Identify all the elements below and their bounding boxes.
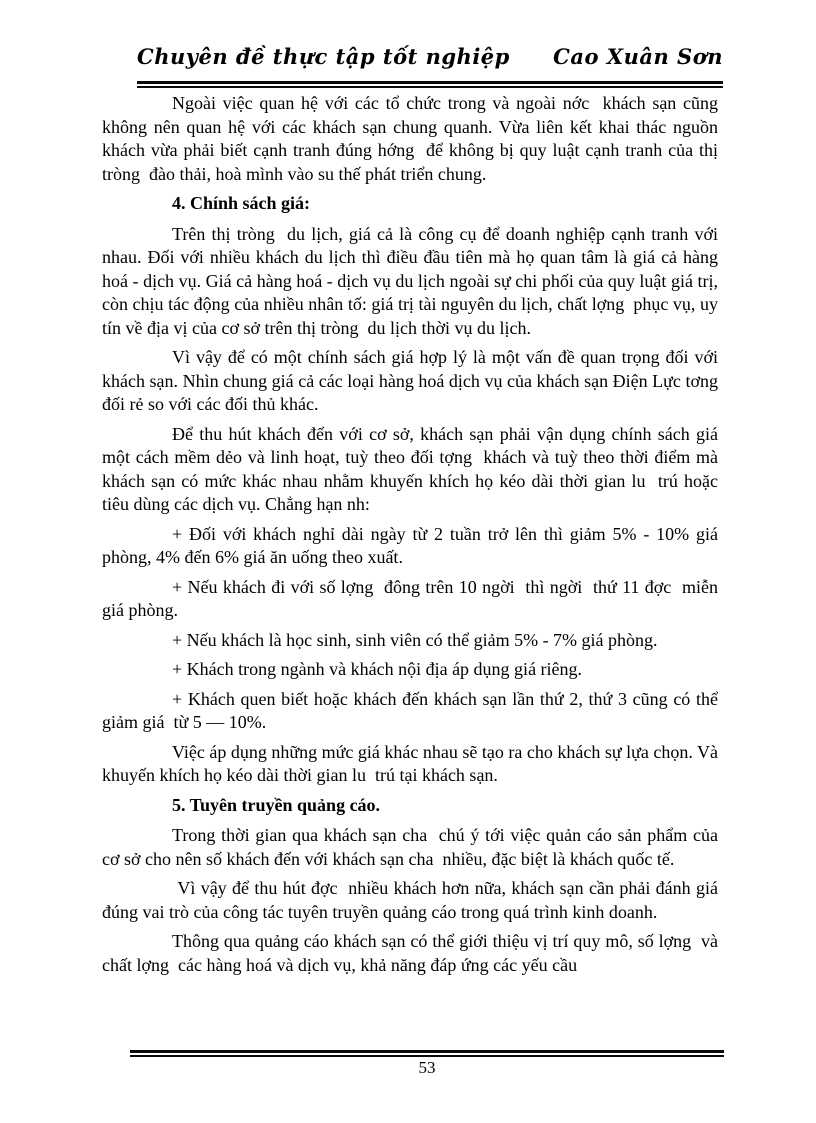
section-heading: 4. Chính sách giá: <box>172 193 311 213</box>
header-author-name: Cao Xuân Sơn <box>553 44 723 69</box>
paragraph: Trên thị tròng du lịch, giá cả là công cụ để doanh nghiệp cạnh tranh với nhau. Đối với nhiều khách du lịch thì điều đầu tiên mà họ quan tâm là giá cả hàng hoá - dịch vụ. Giá cả hàng hoá - dịch vụ du lịch ngoài sự chi phối của quy luật giá trị, còn chịu tác động của nhiều nhân tố: giá trị tài nguyên du lịch, chất lợng phục vụ, uy tín về địa vị của cơ sở trên thị tròng du lịch thời vụ du lịch. <box>102 223 723 338</box>
paragraph: + Đối với khách nghỉ dài ngày từ 2 tuần trở lên thì giảm 5% - 10% giá phòng, 4% đến 6% giá ăn uống theo xuất. <box>102 523 723 567</box>
document-body <box>102 92 727 983</box>
paragraph: Việc áp dụng những mức giá khác nhau sẽ tạo ra cho khách sự lựa chọn. Và khuyến khích họ kéo dài thời gian lu trú tại khách sạn. <box>102 741 723 785</box>
paragraph: Thông qua quảng cáo khách sạn có thể giới thiệu vị trí quy mô, số lợng và chất lợng các hàng hoá và dịch vụ, khả năng đáp ứng các yếu cầu <box>102 931 723 975</box>
paragraph: + Nếu khách đi với số lợng đông trên 10 ngời thì ngời thứ 11 đợc miễn giá phòng. <box>102 576 723 620</box>
header-double-rule <box>137 81 723 88</box>
paragraph: Trong thời gian qua khách sạn cha chú ý tới việc quản cáo sản phẩm của cơ sở cho nên số khách đến với khách sạn cha nhiều, đặc biệt là khách quốc tế. <box>102 825 723 869</box>
section-heading: 5. Tuyên truyền quảng cáo. <box>172 794 381 815</box>
paragraph: + Khách quen biết hoặc khách đến khách sạn lần thứ 2, thứ 3 cũng có thể giảm giá từ 5 — 10%. <box>102 688 723 732</box>
header-running-title: Chuyên đề thực tập tốt nghiệp <box>137 44 510 69</box>
paragraph: + Nếu khách là học sinh, sinh viên có thể giảm 5% - 7% giá phòng. <box>172 629 658 650</box>
page-number: 53 <box>418 1058 436 1077</box>
paragraph: Vì vậy để thu hút đợc nhiều khách hơn nữa, khách sạn cần phải đánh giá đúng vai trò của công tác tuyên truyền quảng cáo trong quá trình kinh doanh. <box>102 878 723 922</box>
paragraph: Vì vậy để có một chính sách giá hợp lý là một vấn đề quan trọng đối với khách sạn. Nhìn chung giá cả các loại hàng hoá dịch vụ của khách sạn Điện Lực tơng đối rẻ so với các đối thủ khác. <box>102 347 727 414</box>
page-footer <box>130 1058 724 1078</box>
footer-double-rule <box>130 1050 724 1057</box>
page-header <box>137 44 723 69</box>
paragraph: + Khách trong ngành và khách nội địa áp dụng giá riêng. <box>172 659 583 679</box>
paragraph: Ngoài việc quan hệ với các tổ chức trong và ngoài nớc khách sạn cũng không nên quan hệ với các khách sạn chung quanh. Vừa liên kết khai thác nguồn khách vừa phải biết cạnh tranh đúng hớng để không bị quy luật cạnh tranh của thị tròng đào thải, hoà mình vào su thế phát triển chung. <box>102 93 723 184</box>
paragraph: Để thu hút khách đến với cơ sở, khách sạn phải vận dụng chính sách giá một cách mềm dẻo và linh hoạt, tuỳ theo đối tợng khách và tuỳ theo thời điểm mà khách sạn có mức khác nhau nhằm khuyến khích họ kéo dài thời gian lu trú hoặc tiêu dùng các dịch vụ. Chẳng hạn nh: <box>102 423 723 514</box>
